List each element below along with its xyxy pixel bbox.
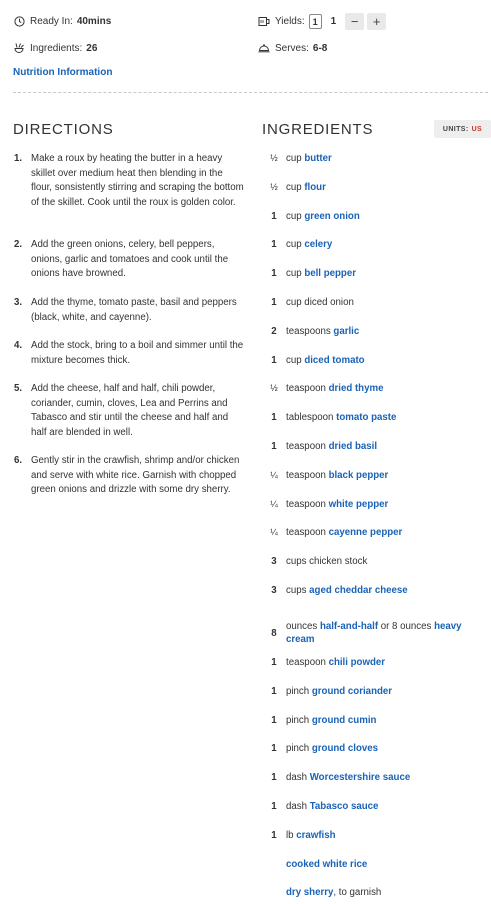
ingredient-quantity: 1: [271, 239, 277, 250]
step-text: Add the thyme, tomato paste, basil and peppers (black, white, and cayenne).: [31, 297, 237, 323]
ingredient-quantity: 8: [271, 627, 277, 639]
ingredient-quantity: 1: [271, 268, 277, 279]
ingredient-link[interactable]: Worcestershire sauce: [309, 772, 411, 783]
ingredient-description: [286, 800, 491, 813]
ingredient-unit: cup: [286, 268, 305, 279]
ingredient-unit: dash: [286, 801, 310, 812]
ingredient-note: , to garnish: [333, 887, 382, 898]
ingredient-link[interactable]: half-and-half: [319, 621, 379, 632]
ingredient-link[interactable]: ground cumin: [311, 715, 377, 726]
ingredient-link[interactable]: heavy cream: [286, 621, 462, 645]
ingredient-link[interactable]: cayenne pepper: [328, 527, 403, 538]
ingredient-link[interactable]: black pepper: [328, 470, 389, 481]
step-number: 6.: [14, 455, 23, 466]
ingredient-quantity: 1: [271, 412, 277, 423]
ingredient-unit: cup: [286, 239, 305, 250]
ingredient-link[interactable]: butter: [304, 153, 332, 164]
ingredient-row: [262, 296, 491, 309]
ingredient-description: [286, 181, 491, 194]
units-toggle[interactable]: [434, 120, 491, 138]
ingredient-unit: teaspoon: [286, 383, 329, 394]
ingredient-description: [286, 555, 491, 568]
ingredient-quantity: ¼: [270, 527, 278, 537]
ingredient-quantity: 1: [271, 772, 277, 783]
ingredient-description: [286, 620, 491, 646]
ingredient-description: [286, 440, 491, 453]
yields-value: 1: [330, 16, 337, 27]
ingredient-row: [262, 181, 491, 194]
ingredient-row: [262, 800, 491, 813]
ready-in: [13, 15, 111, 27]
clock-icon: [13, 15, 25, 27]
ingredient-description: [286, 152, 491, 165]
ingredient-unit: cups chicken stock: [286, 556, 368, 567]
ingredient-row: [262, 267, 491, 280]
ingredient-row: [262, 656, 491, 669]
ingredient-row: [262, 620, 491, 646]
ingredient-row: [262, 354, 491, 367]
ingredient-description: [286, 267, 491, 280]
yields-icon: [258, 16, 270, 28]
ingredient-quantity: 1: [271, 830, 277, 841]
ingredient-quantity: ½: [270, 182, 278, 192]
ingredient-unit: cup: [286, 153, 305, 164]
ingredient-unit: cup: [286, 355, 305, 366]
step-text: Gently stir in the crawfish, shrimp and/or chicken and serve with white rice. Garnish with chopped green onions and drizzle with some dry sherry.: [31, 455, 240, 495]
ingredients-label: Ingredients:: [30, 42, 83, 54]
ingredient-row: [262, 469, 491, 482]
ingredient-link[interactable]: aged cheddar cheese: [309, 585, 408, 596]
step-text: Add the stock, bring to a boil and simmer until the mixture becomes thick.: [31, 340, 244, 366]
step-number: 4.: [14, 340, 23, 351]
ingredient-description: [286, 238, 491, 251]
ingredient-quantity: 3: [271, 556, 277, 567]
ingredient-row: [262, 685, 491, 698]
ingredient-note: or 8 ounces: [378, 621, 435, 632]
ingredient-description: [286, 584, 491, 597]
ingredient-row: [262, 440, 491, 453]
ingredient-description: [286, 210, 491, 223]
ingredient-link[interactable]: dried thyme: [328, 383, 384, 394]
ingredient-description: [286, 526, 491, 539]
ingredient-link[interactable]: dry sherry: [286, 887, 334, 898]
ingredient-link[interactable]: bell pepper: [304, 268, 356, 279]
step-text: Add the green onions, celery, bell peppers, onions, garlic and tomatoes and cook until the onions have browned.: [31, 239, 229, 279]
ingredient-link[interactable]: chili powder: [328, 657, 386, 668]
ingredient-unit: dash: [286, 772, 310, 783]
ingredient-quantity: 2: [271, 326, 277, 337]
serves-label: Serves:: [275, 42, 309, 54]
ingredient-quantity: 1: [271, 715, 277, 726]
divider: [13, 92, 488, 93]
yields-input[interactable]: 1: [309, 14, 322, 29]
recipe-meta: [0, 0, 491, 96]
ingredient-unit: teaspoon: [286, 499, 329, 510]
ingredient-unit: cup diced onion: [286, 297, 354, 308]
ingredient-quantity: ¼: [270, 499, 278, 509]
ingredient-quantity: 1: [271, 657, 277, 668]
ingredient-description: [286, 685, 491, 698]
serving-dish-icon: [258, 42, 270, 54]
ingredient-count: [13, 42, 97, 54]
ingredient-row: [262, 210, 491, 223]
ingredient-row: [262, 382, 491, 395]
ingredient-unit: ounces: [286, 621, 320, 632]
ingredient-description: [286, 325, 491, 338]
ingredient-description: [286, 382, 491, 395]
ingredient-row: [262, 886, 491, 899]
ingredient-row: [262, 238, 491, 251]
ingredient-link[interactable]: crawfish: [296, 830, 336, 841]
ingredient-link[interactable]: dried basil: [328, 441, 378, 452]
step-text: Make a roux by heating the butter in a heavy skillet over medium heat then blending in the flour, sonsistently stirring and scraping the bottom of the skillet. Cook until the roux is golden color.: [31, 153, 244, 208]
ingredient-quantity: 1: [271, 743, 277, 754]
ingredient-link[interactable]: white pepper: [328, 499, 389, 510]
ingredient-row: [262, 498, 491, 511]
ingredient-quantity: 1: [271, 355, 277, 366]
nutrition-information-link[interactable]: Nutrition Information: [13, 67, 113, 78]
ingredient-row: [262, 152, 491, 165]
ingredient-description: [286, 656, 491, 669]
ingredient-link[interactable]: garlic: [333, 326, 360, 337]
yields-label: Yields:: [275, 16, 305, 27]
ingredient-link[interactable]: cooked white rice: [286, 859, 368, 870]
ingredient-description: [286, 886, 491, 899]
direction-step: [14, 152, 246, 210]
ingredient-description: [286, 469, 491, 482]
ingredient-link[interactable]: diced tomato: [304, 355, 365, 366]
ingredient-link[interactable]: green onion: [304, 211, 360, 222]
ingredient-quantity: 1: [271, 686, 277, 697]
serves-value: 6-8: [312, 42, 328, 54]
ingredient-link[interactable]: tomato paste: [336, 412, 397, 423]
step-number: 2.: [14, 239, 23, 250]
ingredient-link[interactable]: celery: [304, 239, 333, 250]
ingredient-row: [262, 771, 491, 784]
ingredient-unit: teaspoon: [286, 527, 329, 538]
direction-step: [14, 296, 246, 325]
ingredient-unit: tablespoon: [286, 412, 337, 423]
ingredient-row: [262, 411, 491, 424]
ingredient-link[interactable]: ground coriander: [311, 686, 393, 697]
ingredient-quantity: 1: [271, 441, 277, 452]
decrease-yield-button[interactable]: −: [345, 13, 364, 30]
ingredient-unit: cups: [286, 585, 310, 596]
yields: [258, 13, 386, 30]
ingredient-unit: teaspoon: [286, 657, 329, 668]
ingredient-description: [286, 858, 491, 871]
ingredient-unit: teaspoon: [286, 441, 329, 452]
ingredient-unit: cup: [286, 211, 305, 222]
ingredient-quantity: ½: [270, 383, 278, 393]
ingredient-unit: cup: [286, 182, 305, 193]
ingredients-heading: INGREDIENTS: [262, 121, 374, 138]
direction-step: [14, 238, 246, 282]
ingredient-row: [262, 526, 491, 539]
ingredient-quantity: 3: [271, 585, 277, 596]
step-text: Add the cheese, half and half, chili powder, coriander, cumin, cloves, Lea and Perrins and Tabasco and stir until the cheese and half and half are blended in well.: [31, 383, 229, 438]
ingredient-description: [286, 498, 491, 511]
ingredient-row: [262, 829, 491, 842]
increase-yield-button[interactable]: +: [367, 13, 386, 30]
ingredient-description: [286, 714, 491, 727]
ingredient-unit: pinch: [286, 715, 312, 726]
ingredient-description: [286, 829, 491, 842]
step-number: 1.: [14, 153, 23, 164]
units-label: UNITS:: [442, 125, 469, 133]
ingredient-row: [262, 584, 491, 597]
ingredient-unit: lb: [286, 830, 297, 841]
ingredient-unit: pinch: [286, 743, 312, 754]
step-number: 5.: [14, 383, 23, 394]
step-number: 3.: [14, 297, 23, 308]
ingredient-quantity: ½: [270, 153, 278, 163]
ingredients-icon: [13, 42, 25, 54]
ingredient-row: [262, 555, 491, 568]
ingredient-row: [262, 858, 491, 871]
direction-step: [14, 339, 246, 368]
serves: [258, 42, 327, 54]
ready-in-label: Ready In:: [30, 15, 73, 27]
ingredient-link[interactable]: ground cloves: [311, 743, 379, 754]
ingredient-quantity: ¼: [270, 470, 278, 480]
ingredient-quantity: 1: [271, 297, 277, 308]
ingredient-description: [286, 296, 491, 309]
ingredient-description: [286, 411, 491, 424]
direction-step: [14, 382, 246, 440]
directions-heading: DIRECTIONS: [13, 121, 114, 138]
ingredient-unit: pinch: [286, 686, 312, 697]
ingredients-value: 26: [86, 42, 98, 54]
ingredient-description: [286, 742, 491, 755]
ingredient-row: [262, 742, 491, 755]
ingredient-description: [286, 354, 491, 367]
ingredient-quantity: 1: [271, 801, 277, 812]
ingredient-unit: teaspoons: [286, 326, 334, 337]
ingredient-link[interactable]: flour: [304, 182, 326, 193]
ingredient-link[interactable]: Tabasco sauce: [309, 801, 379, 812]
ready-in-value: 40mins: [76, 15, 112, 27]
units-value: US: [471, 125, 483, 133]
ingredient-quantity: 1: [271, 211, 277, 222]
direction-step: [14, 454, 246, 498]
ingredient-description: [286, 771, 491, 784]
ingredient-row: [262, 714, 491, 727]
ingredient-row: [262, 325, 491, 338]
ingredient-unit: teaspoon: [286, 470, 329, 481]
